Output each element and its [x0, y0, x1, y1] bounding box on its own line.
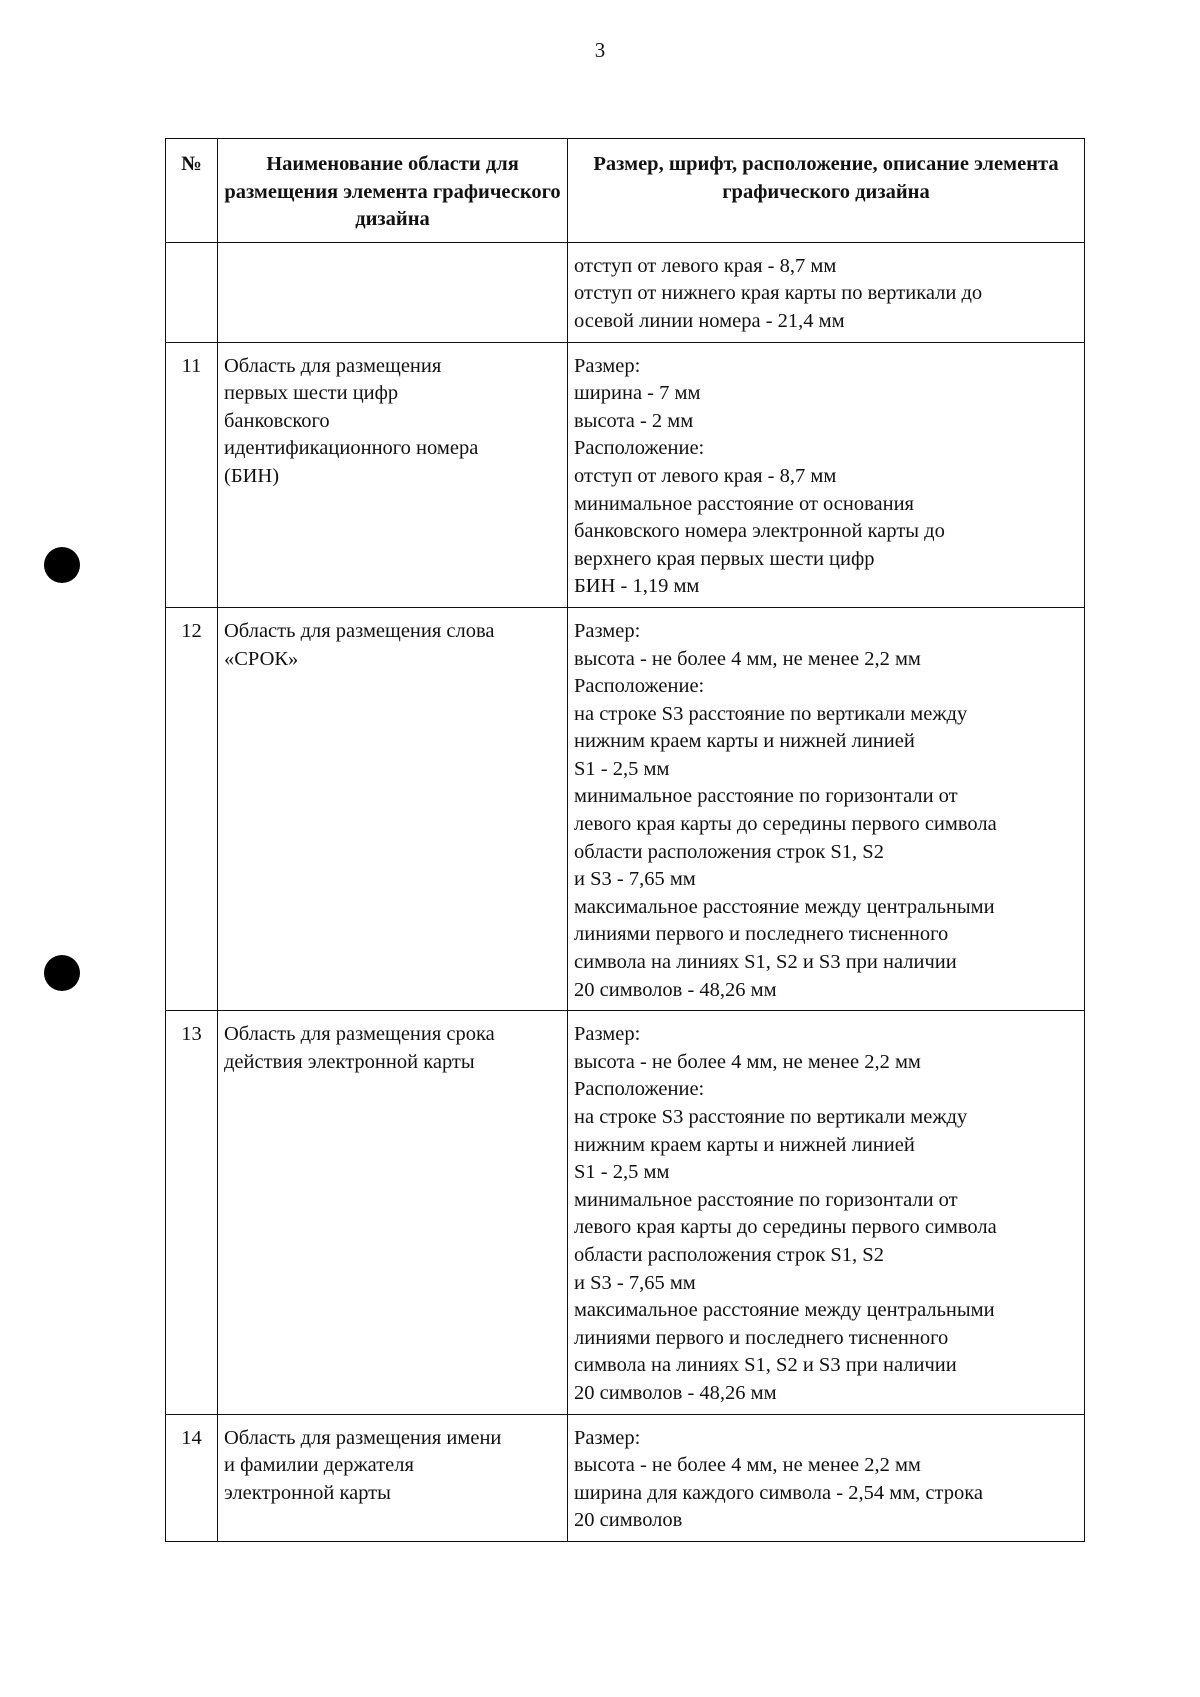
row-number: 11 [166, 342, 218, 607]
description-line: линиями первого и последнего тисненного [574, 1326, 949, 1349]
area-name-cell [218, 342, 568, 607]
description-line: Расположение: [574, 437, 705, 460]
header-number: № [166, 139, 218, 243]
description-line: Размер: [574, 1023, 641, 1046]
description-line: верхнего края первых шести цифр [574, 547, 875, 570]
description-cell [568, 342, 1085, 607]
description-line: левого края карты до середины первого символа [574, 1216, 997, 1239]
page-number: 3 [594, 38, 606, 62]
description-line: высота - не более 4 мм, не менее 2,2 мм [574, 647, 921, 670]
description-line: Расположение: [574, 1078, 705, 1101]
area-name-line: банковского [224, 409, 330, 432]
description-line: отступ от левого края - 8,7 мм [574, 464, 837, 487]
table-body [166, 242, 1085, 1541]
description-line: высота - 2 мм [574, 409, 694, 432]
row-number: 12 [166, 607, 218, 1010]
description-line: отступ от нижнего края карты по вертикали до [574, 282, 983, 305]
description-cell [568, 1011, 1085, 1414]
description-line: БИН - 1,19 мм [574, 575, 700, 598]
description-line: нижним краем карты и нижней линией [574, 730, 915, 753]
description-line: высота - не более 4 мм, не менее 2,2 мм [574, 1454, 921, 1477]
area-name-line: электронной карты [224, 1481, 391, 1504]
description-line: S1 - 2,5 мм [574, 1161, 670, 1184]
table-row [166, 342, 1085, 607]
description-cell [568, 242, 1085, 342]
description-cell [568, 1414, 1085, 1541]
header-description: Размер, шрифт, расположение, описание элемента графического дизайна [568, 139, 1085, 243]
description-line: Размер: [574, 619, 641, 642]
punch-hole-top [44, 547, 80, 583]
description-line: на строке S3 расстояние по вертикали между [574, 1106, 968, 1128]
description-line: на строке S3 расстояние по вертикали между [574, 702, 968, 725]
area-name-line: Область для размещения [224, 354, 442, 377]
description-line: банковского номера электронной карты до [574, 520, 945, 543]
area-name-line: и фамилии держателя [224, 1454, 414, 1477]
description-cell [568, 607, 1085, 1010]
area-name-line: первых шести цифр [224, 382, 399, 405]
description-line: минимальное расстояние по горизонтали от [574, 1188, 958, 1211]
table-header-row [166, 139, 1085, 243]
description-line: Расположение: [574, 675, 705, 698]
description-line: и S3 - 7,65 мм [574, 1271, 696, 1294]
description-line: 20 символов [574, 1509, 683, 1532]
description-line: Размер: [574, 1426, 641, 1449]
description-line: отступ от левого края - 8,7 мм [574, 254, 837, 277]
description-line: левого края карты до середины первого символа [574, 813, 997, 836]
description-line: Размер: [574, 354, 641, 377]
description-line: максимальное расстояние между центральными [574, 1299, 995, 1322]
area-name-line: «СРОК» [224, 647, 299, 670]
table-row [166, 1011, 1085, 1414]
area-name-cell [218, 242, 568, 342]
description-line: линиями первого и последнего тисненного [574, 923, 949, 946]
description-line: ширина - 7 мм [574, 382, 701, 405]
area-name-cell [218, 1011, 568, 1414]
description-line: минимальное расстояние по горизонтали от [574, 785, 958, 808]
area-name-line: действия электронной карты [224, 1050, 475, 1073]
description-line: нижним краем карты и нижней линией [574, 1133, 915, 1156]
area-name-line: Область для размещения слова [224, 619, 495, 642]
description-line: символа на линиях S1, S2 и S3 при наличии [574, 1354, 957, 1377]
table-row [166, 1414, 1085, 1541]
description-line: 20 символов - 48,26 мм [574, 978, 777, 1001]
punch-hole-bottom [44, 955, 80, 991]
description-line: области расположения строк S1, S2 [574, 840, 884, 863]
table-row [166, 607, 1085, 1010]
table-row [166, 242, 1085, 342]
specification-table [165, 138, 1085, 1542]
row-number [166, 242, 218, 342]
description-line: ширина для каждого символа - 2,54 мм, строка [574, 1481, 983, 1504]
description-line: высота - не более 4 мм, не менее 2,2 мм [574, 1050, 921, 1073]
description-line: символа на линиях S1, S2 и S3 при наличии [574, 951, 957, 974]
area-name-line: Область для размещения имени [224, 1426, 502, 1449]
area-name-line: (БИН) [224, 464, 280, 487]
description-line: максимальное расстояние между центральными [574, 895, 995, 918]
area-name-line: идентификационного номера [224, 437, 479, 460]
description-line: S1 - 2,5 мм [574, 757, 670, 780]
area-name-cell [218, 607, 568, 1010]
description-line: области расположения строк S1, S2 [574, 1243, 884, 1266]
description-line: минимальное расстояние от основания [574, 492, 914, 515]
description-line: и S3 - 7,65 мм [574, 868, 696, 891]
header-name: Наименование области для размещения элемента графического дизайна [218, 139, 568, 243]
row-number: 13 [166, 1011, 218, 1414]
area-name-line: Область для размещения срока [224, 1023, 495, 1046]
description-line: 20 символов - 48,26 мм [574, 1381, 777, 1404]
description-line: осевой линии номера - 21,4 мм [574, 309, 845, 332]
row-number: 14 [166, 1414, 218, 1541]
area-name-cell [218, 1414, 568, 1541]
